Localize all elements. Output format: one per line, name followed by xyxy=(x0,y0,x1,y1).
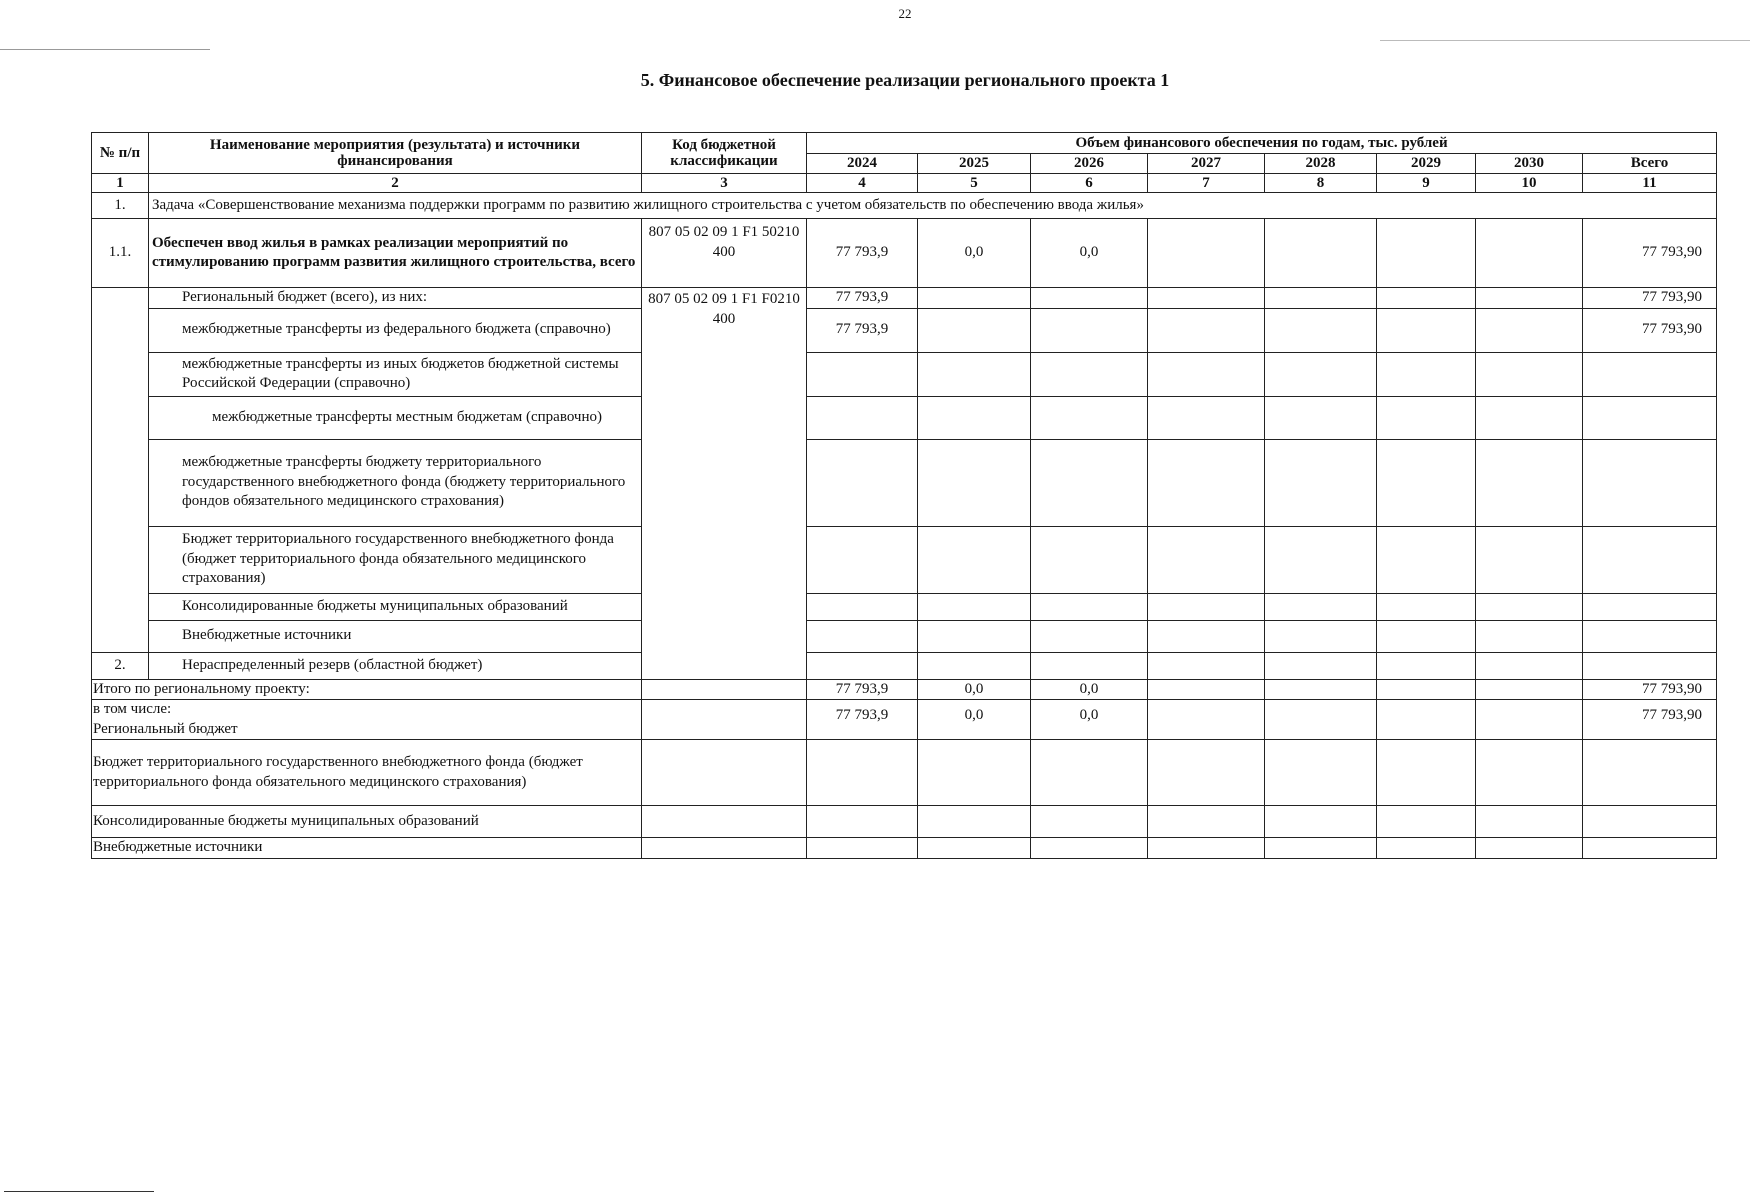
value-cell xyxy=(807,396,918,439)
col-header-num: № п/п xyxy=(92,133,149,174)
value-cell xyxy=(1377,288,1476,309)
value-cell xyxy=(1476,620,1583,652)
empty-code-cell xyxy=(642,700,807,740)
row-label: Консолидированные бюджеты муниципальных образований xyxy=(149,593,642,620)
total-row xyxy=(92,838,1717,859)
value-cell xyxy=(918,308,1031,352)
value-cell xyxy=(1265,439,1377,526)
value-cell-total: 77 793,90 xyxy=(1583,700,1717,740)
total-row xyxy=(92,679,1717,700)
task-text: Задача «Совершенствование механизма поддержки программ по развитию жилищного строительства с учетом обязательств по обеспечению ввода жилья» xyxy=(149,193,1717,219)
value-cell xyxy=(1265,288,1377,309)
value-cell xyxy=(807,352,918,396)
value-cell xyxy=(1476,593,1583,620)
col-number: 4 xyxy=(807,174,918,193)
value-cell xyxy=(918,288,1031,309)
total-label: Итого по региональному проекту: xyxy=(92,679,642,700)
col-number: 9 xyxy=(1377,174,1476,193)
value-cell-total: 77 793,90 xyxy=(1583,288,1717,309)
value-cell-total xyxy=(1583,620,1717,652)
value-cell-total: 77 793,90 xyxy=(1583,308,1717,352)
value-cell xyxy=(1148,439,1265,526)
col-number: 5 xyxy=(918,174,1031,193)
col-number: 2 xyxy=(149,174,642,193)
value-cell xyxy=(1148,593,1265,620)
value-cell xyxy=(1476,838,1583,859)
row-label: Обеспечен ввод жилья в рамках реализации мероприятий по стимулированию программ развития жилищного строительства, всего xyxy=(149,219,642,288)
value-cell: 77 793,9 xyxy=(807,308,918,352)
value-cell xyxy=(1265,308,1377,352)
value-cell xyxy=(1265,352,1377,396)
empty-num-cell xyxy=(92,288,149,653)
col-header-total: Всего xyxy=(1583,154,1717,174)
value-cell xyxy=(1377,806,1476,838)
value-cell xyxy=(918,806,1031,838)
col-header-name: Наименование мероприятия (результата) и источники финансирования xyxy=(149,133,642,174)
value-cell xyxy=(1377,838,1476,859)
value-cell xyxy=(1265,740,1377,806)
value-cell-total xyxy=(1583,439,1717,526)
total-row xyxy=(92,740,1717,806)
value-cell xyxy=(1031,838,1148,859)
value-cell xyxy=(1476,652,1583,679)
total-label-line: в том числе: xyxy=(93,701,172,717)
value-cell xyxy=(918,652,1031,679)
value-cell xyxy=(918,352,1031,396)
value-cell xyxy=(807,620,918,652)
table-row xyxy=(92,396,1717,439)
value-cell-total xyxy=(1583,352,1717,396)
value-cell xyxy=(807,838,918,859)
value-cell xyxy=(1377,439,1476,526)
value-cell xyxy=(1265,526,1377,593)
value-cell xyxy=(1031,806,1148,838)
col-number: 11 xyxy=(1583,174,1717,193)
value-cell xyxy=(1148,679,1265,700)
value-cell: 0,0 xyxy=(918,219,1031,288)
value-cell xyxy=(1476,700,1583,740)
value-cell xyxy=(1265,838,1377,859)
value-cell xyxy=(1265,679,1377,700)
value-cell: 77 793,9 xyxy=(807,288,918,309)
value-cell xyxy=(1031,439,1148,526)
empty-code-cell xyxy=(642,838,807,859)
value-cell xyxy=(918,396,1031,439)
value-cell xyxy=(1148,806,1265,838)
value-cell xyxy=(1031,526,1148,593)
value-cell xyxy=(1476,308,1583,352)
value-cell xyxy=(1148,740,1265,806)
task-row xyxy=(92,193,1717,219)
col-header-year: 2028 xyxy=(1265,154,1377,174)
value-cell xyxy=(1265,593,1377,620)
row-label: межбюджетные трансферты местным бюджетам (справочно) xyxy=(149,396,642,439)
value-cell-total xyxy=(1583,652,1717,679)
col-header-year: 2026 xyxy=(1031,154,1148,174)
value-cell xyxy=(1476,219,1583,288)
col-number: 10 xyxy=(1476,174,1583,193)
value-cell xyxy=(1031,396,1148,439)
value-cell xyxy=(1377,652,1476,679)
value-cell xyxy=(1377,526,1476,593)
empty-code-cell xyxy=(642,740,807,806)
value-cell xyxy=(1377,700,1476,740)
value-cell xyxy=(1377,740,1476,806)
row-label: Нераспределенный резерв (областной бюджет) xyxy=(149,652,642,679)
value-cell xyxy=(1031,308,1148,352)
row-label: Внебюджетные источники xyxy=(149,620,642,652)
total-label: Консолидированные бюджеты муниципальных образований xyxy=(92,806,642,838)
empty-code-cell xyxy=(642,806,807,838)
value-cell xyxy=(1148,396,1265,439)
table-row xyxy=(92,620,1717,652)
value-cell xyxy=(1031,593,1148,620)
scan-artifact-line xyxy=(0,49,210,50)
value-cell-total: 77 793,90 xyxy=(1583,679,1717,700)
value-cell xyxy=(1031,352,1148,396)
value-cell xyxy=(918,526,1031,593)
value-cell xyxy=(1148,526,1265,593)
footnote-separator xyxy=(4,1191,154,1192)
value-cell: 77 793,9 xyxy=(807,700,918,740)
value-cell xyxy=(807,439,918,526)
value-cell xyxy=(1476,526,1583,593)
value-cell xyxy=(807,740,918,806)
value-cell: 77 793,9 xyxy=(807,219,918,288)
value-cell xyxy=(1476,806,1583,838)
col-header-code: Код бюджетной классификации xyxy=(642,133,807,174)
value-cell xyxy=(1476,439,1583,526)
value-cell xyxy=(1377,679,1476,700)
scan-artifact-line xyxy=(1380,40,1750,41)
value-cell: 0,0 xyxy=(918,679,1031,700)
value-cell xyxy=(1031,620,1148,652)
value-cell xyxy=(1148,288,1265,309)
value-cell xyxy=(1148,352,1265,396)
value-cell xyxy=(1265,620,1377,652)
value-cell-total xyxy=(1583,593,1717,620)
total-label xyxy=(92,700,642,740)
value-cell xyxy=(1377,352,1476,396)
row-number: 2. xyxy=(92,652,149,679)
total-label: Внебюджетные источники xyxy=(92,838,642,859)
col-number: 3 xyxy=(642,174,807,193)
value-cell xyxy=(1476,679,1583,700)
value-cell xyxy=(1031,652,1148,679)
table-row xyxy=(92,652,1717,679)
value-cell xyxy=(918,439,1031,526)
value-cell xyxy=(1377,219,1476,288)
col-header-volume: Объем финансового обеспечения по годам, тыс. рублей xyxy=(807,133,1717,154)
col-header-year: 2025 xyxy=(918,154,1031,174)
total-row xyxy=(92,700,1717,740)
value-cell xyxy=(918,620,1031,652)
row-label: Бюджет территориального государственного внебюджетного фонда (бюджет территориального фонда обязательного медицинского страхования) xyxy=(149,526,642,593)
table-row xyxy=(92,593,1717,620)
value-cell: 0,0 xyxy=(1031,219,1148,288)
value-cell xyxy=(1377,620,1476,652)
column-number-row xyxy=(92,174,1717,193)
table-row xyxy=(92,219,1717,288)
row-label: межбюджетные трансферты из федерального бюджета (справочно) xyxy=(149,308,642,352)
col-header-year: 2030 xyxy=(1476,154,1583,174)
header-row xyxy=(92,133,1717,154)
value-cell-total xyxy=(1583,396,1717,439)
value-cell xyxy=(918,838,1031,859)
page-number: 22 xyxy=(898,6,912,21)
table-row xyxy=(92,439,1717,526)
value-cell: 0,0 xyxy=(1031,700,1148,740)
col-header-year: 2024 xyxy=(807,154,918,174)
total-label: Бюджет территориального государственного внебюджетного фонда (бюджет территориального фонда обязательного медицинского страхования) xyxy=(92,740,642,806)
col-header-year: 2027 xyxy=(1148,154,1265,174)
value-cell xyxy=(1265,806,1377,838)
budget-code: 807 05 02 09 1 F1 50210 400 xyxy=(642,219,807,288)
value-cell xyxy=(1148,652,1265,679)
col-number: 6 xyxy=(1031,174,1148,193)
value-cell xyxy=(1476,352,1583,396)
row-number: 1. xyxy=(92,193,149,219)
col-number: 7 xyxy=(1148,174,1265,193)
value-cell xyxy=(1031,740,1148,806)
row-label: Региональный бюджет (всего), из них: xyxy=(149,288,642,309)
value-cell-total xyxy=(1583,740,1717,806)
total-row xyxy=(92,806,1717,838)
value-cell xyxy=(1148,308,1265,352)
value-cell xyxy=(807,652,918,679)
value-cell xyxy=(807,526,918,593)
value-cell xyxy=(1148,700,1265,740)
budget-code: 807 05 02 09 1 F1 F0210 400 xyxy=(642,288,807,680)
table-row xyxy=(92,526,1717,593)
value-cell xyxy=(1265,396,1377,439)
document-title: 5. Финансовое обеспечение реализации регионального проекта 1 xyxy=(640,70,1170,90)
value-cell xyxy=(1148,838,1265,859)
row-label: межбюджетные трансферты из иных бюджетов бюджетной системы Российской Федерации (справочно) xyxy=(149,352,642,396)
value-cell xyxy=(1377,308,1476,352)
value-cell xyxy=(918,740,1031,806)
value-cell xyxy=(807,806,918,838)
value-cell xyxy=(1476,740,1583,806)
col-number: 8 xyxy=(1265,174,1377,193)
value-cell-total xyxy=(1583,838,1717,859)
value-cell-total: 77 793,90 xyxy=(1583,219,1717,288)
value-cell xyxy=(1265,219,1377,288)
col-header-year: 2029 xyxy=(1377,154,1476,174)
value-cell-total xyxy=(1583,806,1717,838)
value-cell xyxy=(1265,700,1377,740)
value-cell xyxy=(1148,219,1265,288)
value-cell: 0,0 xyxy=(918,700,1031,740)
value-cell xyxy=(1148,620,1265,652)
value-cell-total xyxy=(1583,526,1717,593)
value-cell: 0,0 xyxy=(1031,679,1148,700)
value-cell xyxy=(1031,288,1148,309)
value-cell xyxy=(1377,396,1476,439)
value-cell xyxy=(1476,396,1583,439)
row-label: межбюджетные трансферты бюджету территориального государственного внебюджетного фонда (бюджету территориального фондов обязательного медицинского страхования) xyxy=(149,439,642,526)
value-cell xyxy=(1476,288,1583,309)
table-row xyxy=(92,308,1717,352)
value-cell xyxy=(918,593,1031,620)
col-number: 1 xyxy=(92,174,149,193)
value-cell xyxy=(1265,652,1377,679)
empty-code-cell xyxy=(642,679,807,700)
value-cell: 77 793,9 xyxy=(807,679,918,700)
financing-table xyxy=(91,132,1717,859)
table-row xyxy=(92,288,1717,309)
table-row xyxy=(92,352,1717,396)
value-cell xyxy=(1377,593,1476,620)
total-label-line: Региональный бюджет xyxy=(93,720,238,737)
row-number: 1.1. xyxy=(92,219,149,288)
value-cell xyxy=(807,593,918,620)
